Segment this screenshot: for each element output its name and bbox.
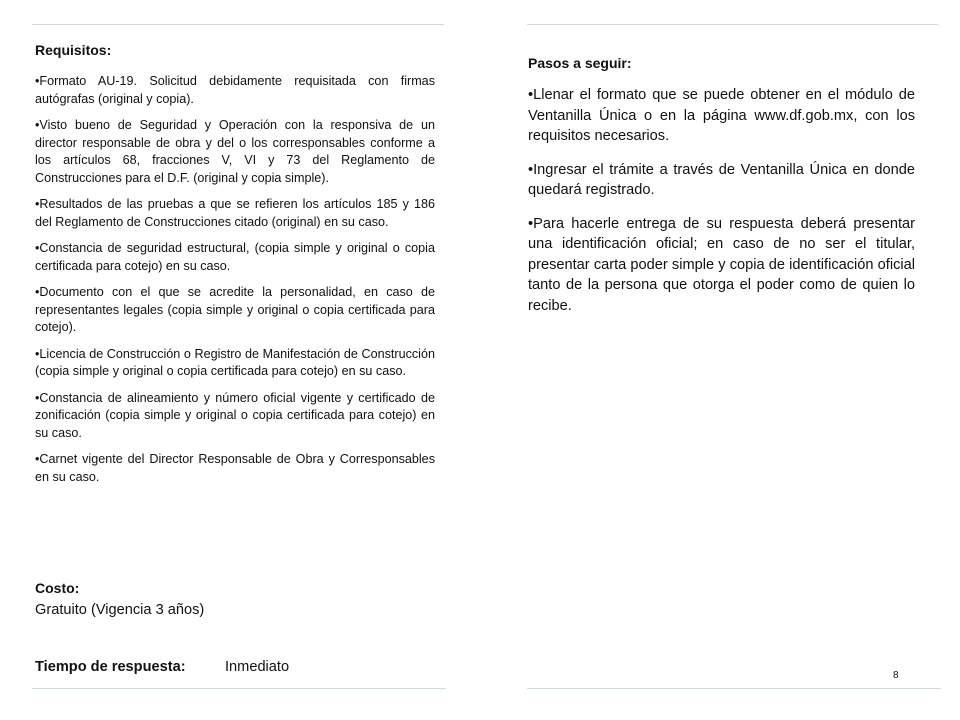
- bottom-rule-left: [32, 688, 446, 689]
- cost-section: [35, 580, 435, 618]
- requirement-item: •Documento con el que se acredite la personalidad, en caso de representantes legales (copia simple y original o copia certificada para cotejo).: [35, 285, 435, 334]
- step-item: •Ingresar el trámite a través de Ventanilla Única en donde quedará registrado.: [528, 161, 915, 198]
- bottom-rule-right: [527, 688, 941, 689]
- response-time-value: Inmediato: [225, 659, 290, 675]
- requirement-item: •Carnet vigente del Director Responsable de Obra y Corresponsables en su caso.: [35, 452, 435, 484]
- requirement-item: •Resultados de las pruebas a que se refieren los artículos 185 y 186 del Reglamento de Construcciones citado (original) en su caso.: [35, 197, 435, 229]
- cost-value: Gratuito (Vigencia 3 años): [35, 602, 205, 618]
- top-rule-right: [527, 24, 938, 25]
- requirement-item: •Formato AU-19. Solicitud debidamente requisitada con firmas autógrafas (original y copia).: [35, 74, 435, 106]
- requirement-item: •Constancia de alineamiento y número oficial vigente y certificado de zonificación (copia simple y original o copia certificada para cotejo) en su caso.: [35, 390, 435, 440]
- step-item: •Llenar el formato que se puede obtener en el módulo de Ventanilla Única o en la página www.df.gob.mx, con los requisitos necesarios.: [528, 87, 915, 144]
- response-time-row: [35, 659, 435, 675]
- step-item: •Para hacerle entrega de su respuesta deberá presentar una identificación oficial; en caso de no ser el titular, presentar carta poder simple y copia de identificación oficial tanto de la persona que otorga el poder como de quien lo recibe.: [528, 215, 915, 314]
- requirement-item: •Licencia de Construcción o Registro de Manifestación de Construcción (copia simple y original o copia certificada para cotejo) en su caso.: [35, 346, 435, 378]
- response-time-label: Tiempo de respuesta:: [35, 659, 186, 675]
- requirement-item: •Constancia de seguridad estructural, (copia simple y original o copia certificada para cotejo) en su caso.: [35, 241, 435, 273]
- cost-heading: Costo:: [35, 580, 80, 596]
- requirements-section: [35, 42, 435, 495]
- requirements-heading: Requisitos:: [35, 42, 112, 58]
- steps-heading: Pasos a seguir:: [528, 55, 632, 71]
- top-rule-left: [32, 24, 444, 25]
- requirement-item: •Visto bueno de Seguridad y Operación con la responsiva de un director responsable de obra y del o los corresponsables conforme a los artículos 68, fracciones V, VI y 73 del Reglamento de Construcciones para el D.F. (original y copia simple).: [35, 118, 435, 185]
- page-number: 8: [893, 670, 899, 681]
- steps-section: [528, 55, 915, 329]
